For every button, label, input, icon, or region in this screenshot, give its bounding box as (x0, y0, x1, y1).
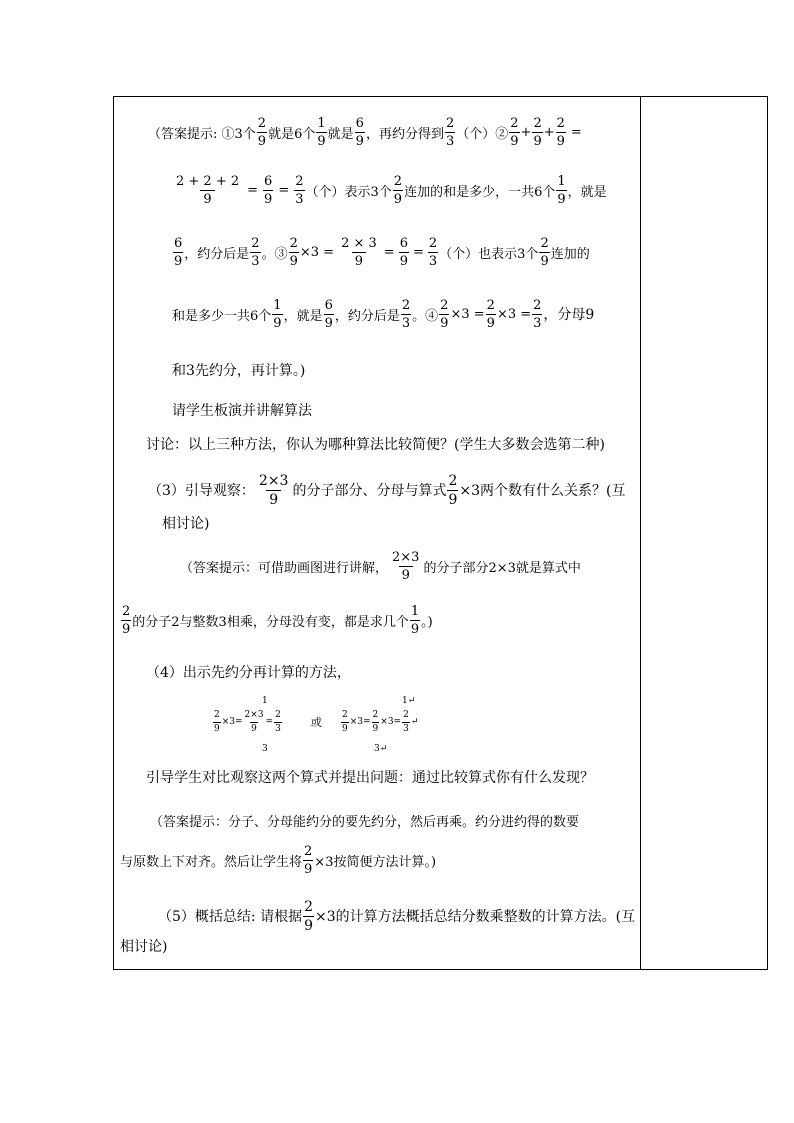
fraction: $\frac{1}{9}$ (273, 297, 282, 331)
fraction: $\frac{2}{9}$ (372, 709, 379, 734)
text: 。④ (412, 308, 439, 324)
text: 连加的 (550, 246, 590, 262)
text: （答案提示: ①3个 (148, 126, 256, 142)
text: 就是 (327, 126, 354, 142)
fraction: $\frac{1}{9}$ (410, 603, 420, 637)
fraction: $\frac{2}{9}$ (214, 709, 220, 734)
text: ×3按简便方法计算。) (314, 854, 437, 870)
text: （4）出示先约分再计算的方法， (146, 665, 351, 681)
fraction: $\frac{2}{9}$ (486, 297, 495, 331)
text: 连加的和是多少，一共6个 (404, 184, 556, 200)
fraction: $\frac{2\times 3}{9}$ (244, 709, 264, 734)
fraction: $\frac{2}{9}$ (289, 235, 298, 269)
text: （个）② (456, 126, 509, 142)
text: ×3 = (450, 306, 485, 322)
text: 的分子2与整数3相乘，分母没有变，都是求几个 (132, 614, 409, 630)
fraction: $\frac{2}{3}$ (251, 235, 260, 269)
answer-hint-reduce-line-2 (120, 840, 436, 880)
text: 和3先约分，再计算。) (172, 363, 306, 379)
fraction: $\frac{2}{9}$ (440, 297, 449, 331)
text: 的分子部分2×3就是算式中 (423, 560, 581, 576)
fraction: $\frac{2}{3}$ (401, 297, 411, 331)
fraction: $\frac{2}{3}$ (295, 173, 304, 207)
fraction: $\frac{2}{9}$ (556, 115, 565, 149)
observe-line (148, 470, 626, 510)
text: 就是6个 (268, 126, 316, 142)
text: （答案提示：分子、分母能约分的要先约分，然后再乘。约分进约得的数要 (150, 814, 580, 830)
text: 相讨论) (162, 516, 210, 532)
summary-line-cont (120, 926, 167, 966)
answer-hint-draw-line-2 (120, 600, 433, 640)
fraction: $\frac{2}{9}$ (304, 898, 313, 934)
formula-right-top: 1↵ (402, 696, 416, 706)
answer-hint-reduce-line (150, 800, 579, 840)
fraction: $\frac{2}{3}$ (533, 297, 542, 331)
text: ×3 = (299, 244, 335, 260)
fraction: $\frac{2}{3}$ (403, 709, 409, 734)
fraction: $\frac{6}{9}$ (264, 173, 273, 207)
text: 。③ (261, 246, 288, 262)
fraction: $\frac{6}{9}$ (355, 115, 364, 149)
summary-line (158, 896, 635, 936)
fraction: $\frac{2}{9}$ (122, 603, 131, 637)
fraction: $\frac{2\times 3}{9}$ (392, 549, 420, 583)
fraction: $\frac{2}{9}$ (540, 235, 549, 269)
column-divider (640, 97, 641, 969)
text: = (412, 244, 424, 260)
text: ×3= (221, 717, 243, 727)
formula-left-bottom: 3 (262, 744, 268, 754)
compare-line (146, 757, 594, 797)
text: + (520, 124, 532, 140)
fraction: $\frac{2}{9}$ (304, 843, 313, 877)
text: 或 (310, 716, 322, 729)
fraction: $\frac{2\times 3}{9}$ (258, 472, 289, 508)
text: 请学生板演并讲解算法 (172, 403, 312, 419)
fraction: $\frac{1}{9}$ (557, 173, 566, 207)
fraction: $\frac{2}{9}$ (448, 472, 458, 508)
answer-hint-draw-line (180, 546, 581, 586)
text: （个）表示3个 (305, 184, 392, 200)
fraction: $\frac{2 \times 3}{9}$ (341, 235, 377, 269)
text: ×3的计算方法概括总结分数乘整数的计算方法。(互 (315, 909, 636, 925)
show-method-line (146, 652, 351, 692)
formula-left-top: 1 (262, 696, 268, 706)
fraction: $\frac{1}{9}$ (317, 115, 326, 149)
text: = (383, 244, 395, 260)
text: 。) (421, 614, 433, 630)
text: 与原数上下对齐。然后让学生将 (120, 854, 303, 870)
fraction: $\frac{2}{9}$ (510, 115, 519, 149)
text: 讨论：以上三种方法，你认为哪种算法比较简便？(学生大多数会选第二种) (146, 437, 605, 453)
text: 的分子部分、分母与算式 (292, 483, 447, 499)
text: = (570, 124, 582, 140)
fraction: $\frac{2}{9}$ (257, 115, 267, 149)
text: + (543, 124, 555, 140)
text: （个）也表示3个 (439, 246, 539, 262)
text: ，分母9 (543, 307, 595, 323)
text: （5）概括总结: 请根据 (158, 909, 303, 925)
fraction: $\frac{2}{9}$ (533, 115, 542, 149)
text: （答案提示：可借助画图进行讲解， (180, 560, 389, 576)
text: ，约分后是 (334, 308, 400, 324)
text: 相讨论) (120, 939, 168, 955)
formula-right-bottom: 3↵ (374, 744, 388, 754)
fraction: $\frac{2}{9}$ (393, 173, 403, 207)
text: ，约分后是 (184, 246, 250, 262)
answer-hint-line-3 (172, 232, 590, 272)
formula-left (212, 704, 322, 740)
answer-hint-line-1 (148, 112, 582, 152)
text: = (265, 717, 274, 727)
answer-hint-line-4 (172, 294, 594, 334)
fraction: $\frac{2}{3}$ (275, 709, 281, 734)
text: ×3两个数有什么关系？(互 (459, 483, 626, 499)
discussion-line (146, 424, 605, 464)
text: ×3= (349, 717, 371, 727)
observe-line-cont (162, 503, 209, 543)
text: ↵ (410, 717, 419, 727)
text: ×3= (380, 717, 402, 727)
fraction: $\frac{6}{9}$ (324, 297, 333, 331)
text: （3）引导观察： (148, 483, 255, 499)
fraction: $\frac{2}{3}$ (445, 115, 455, 149)
text: = (247, 182, 259, 198)
text: ，就是 (567, 184, 607, 200)
text: 和是多少一共6个 (172, 308, 272, 324)
fraction: $\frac{6}{9}$ (174, 235, 183, 269)
fraction: $\frac{2 + 2 + 2}{9}$ (176, 173, 240, 207)
text: ×3 = (496, 306, 532, 322)
fraction: $\frac{6}{9}$ (399, 235, 408, 269)
fraction: $\frac{2}{9}$ (342, 709, 348, 734)
answer-hint-line-5 (172, 350, 305, 390)
formula-right (340, 704, 418, 740)
fraction: $\frac{2}{3}$ (428, 235, 438, 269)
text: ，再约分得到 (365, 126, 444, 142)
text: 引导学生对比观察这两个算式并提出问题：通过比较算式你有什么发现？ (146, 770, 594, 786)
text: ，就是 (283, 308, 323, 324)
text: = (278, 182, 290, 198)
answer-hint-line-2 (172, 170, 607, 210)
